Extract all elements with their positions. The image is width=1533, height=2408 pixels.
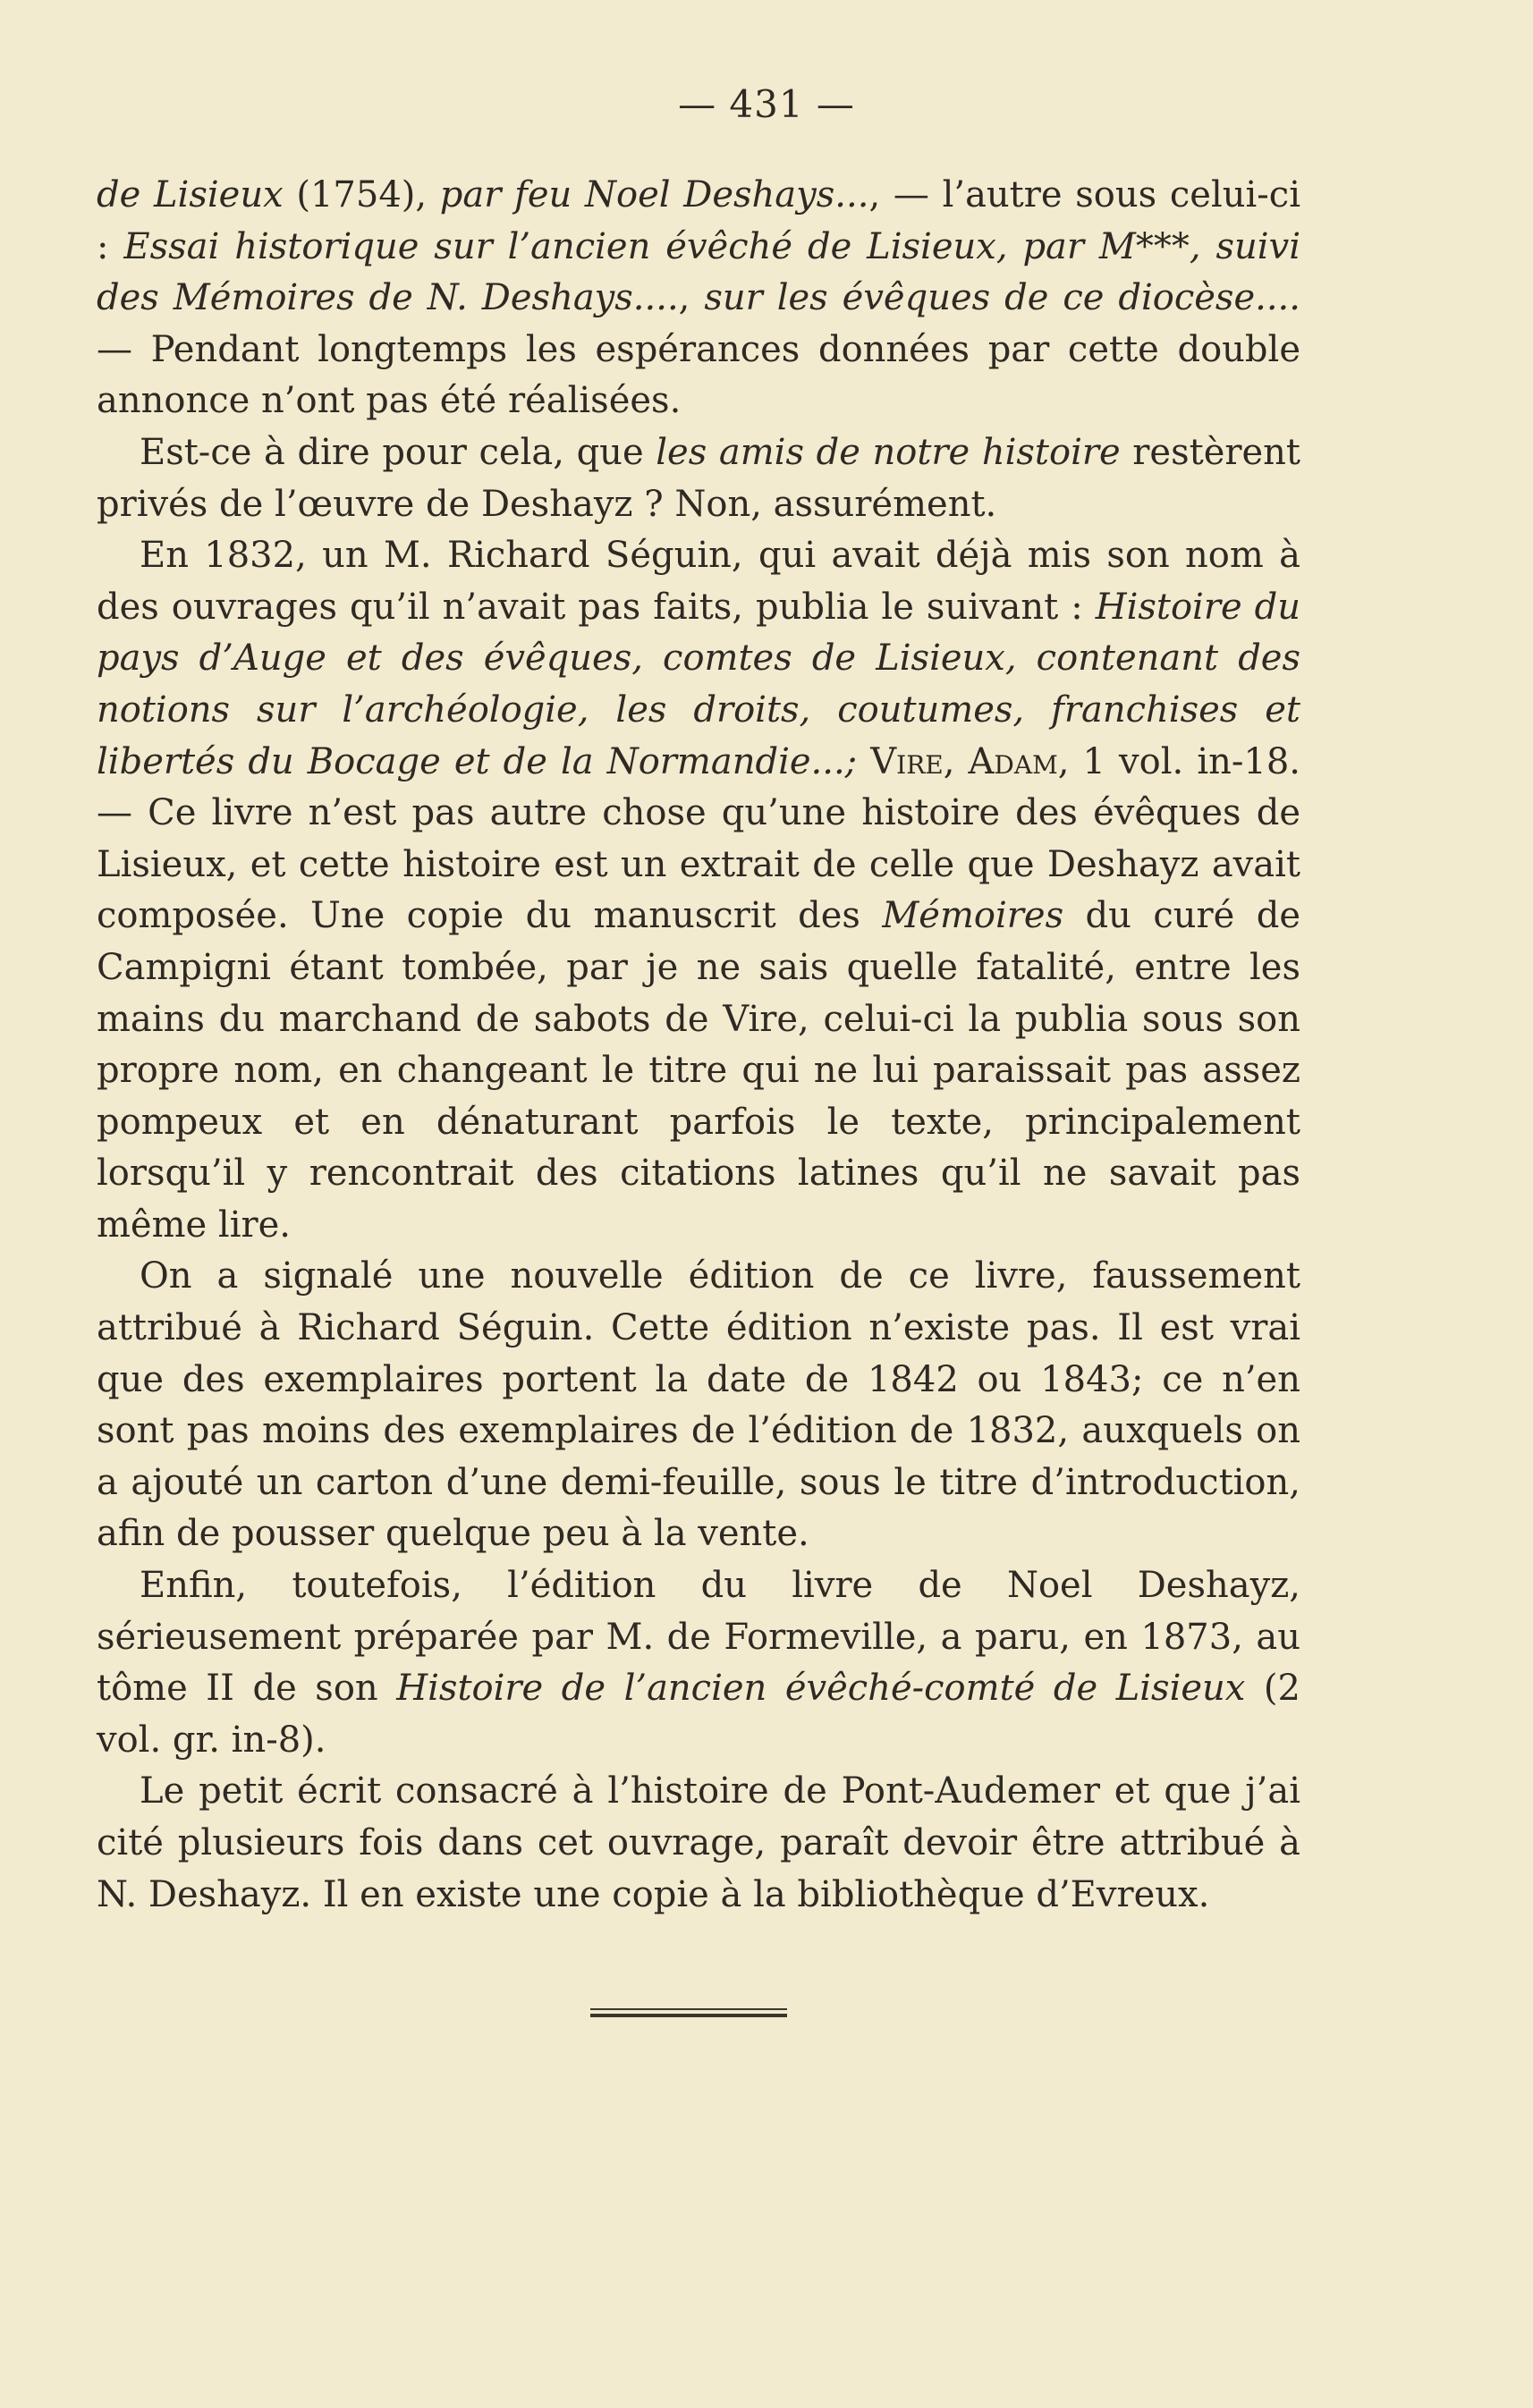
- text-run: Le petit écrit consacré à l’histoire de Pont-Audemer et que j’ai cité plusieurs fois dans cet ouvrage, paraît devoir être attribué à N. Deshayz. Il en existe une copie à la bibliothèque d’Evreux.: [97, 1770, 1300, 1915]
- italic-text: les amis de notre histoire: [656, 431, 1121, 473]
- text-run: du curé de Campigni étant tombée, par je ne sais quelle fatalité, entre les mains du marchand de sabots de Vire, celui-ci la publia sous son propre nom, en changeant le titre qui ne lui paraissait pas assez pompeux et en dénaturant parfois le texte, principalement lorsqu’il y rencontrait des citations latines qu’il ne savait pas même lire.: [97, 895, 1300, 1246]
- text-run: , 1 vol. in-18. — Ce livre n’est pas autre chose qu’une histoire des évêques de Lisieux, et cette histoire est un extrait de celle que Deshayz avait composée. Une copie du manuscrit des: [97, 740, 1301, 937]
- text-run: — Pendant longtemps les espérances données par cette double annonce n’ont pas été réalisées.: [97, 328, 1300, 422]
- small-caps-text: Vire: [870, 740, 944, 782]
- text-run: Enfin, toutefois, l’édition du livre de Noel Deshayz, sérieusement préparée par M. de Formeville, a paru, en 1873, au tôme II de son: [97, 1565, 1300, 1710]
- body-text: [97, 170, 1300, 1921]
- paragraph: [97, 427, 1300, 530]
- paragraph: [97, 170, 1300, 427]
- text-run: ,: [943, 740, 969, 782]
- text-run: restèrent privés de l’œuvre de Deshayz ? Non, assurément.: [97, 431, 1300, 525]
- paragraph: [97, 1766, 1300, 1921]
- italic-text: Mémoires: [882, 895, 1064, 937]
- text-run: En 1832, un M. Richard Séguin, qui avait déjà mis son nom à des ouvrages qu’il n’avait pas faits, publia le suivant :: [97, 535, 1300, 628]
- end-of-section-rule: [590, 2008, 787, 2017]
- text-run: On a signalé une nouvelle édition de ce livre, faussement attribué à Richard Séguin. Cette édition n’existe pas. Il est vrai que des exemplaires portent la date de 1842 ou 1843; ce n’en sont pas moins des exemplaires de l’édition de 1832, auxquels on a ajouté un carton d’une demi-feuille, sous le titre d’introduction, afin de pousser quelque peu à la vente.: [97, 1255, 1300, 1555]
- italic-text: Essai historique sur l’ancien évêché de Lisieux, par M***, suivi des Mémoires de N. Deshays....: [97, 225, 1300, 319]
- text-run: , — l’autre sous celui-ci :: [97, 174, 1300, 267]
- text-run: Est-ce à dire pour cela, que: [140, 431, 656, 473]
- text-run: (1754),: [283, 174, 440, 215]
- italic-text: sur les évêques de ce diocèse....: [704, 277, 1300, 319]
- paragraph: [97, 1560, 1300, 1766]
- small-caps-text: Adam: [968, 740, 1058, 782]
- rule-thin-line: [590, 2008, 787, 2010]
- text-run: ,: [678, 277, 705, 319]
- text-run: (2 vol. gr. in-8).: [97, 1668, 1300, 1761]
- paragraph: [97, 530, 1300, 1251]
- italic-text: Histoire de l’ancien évêché-comté de Lisieux: [396, 1668, 1246, 1710]
- italic-text: de Lisieux: [97, 174, 284, 215]
- paragraph: [97, 1251, 1300, 1560]
- italic-text: par feu Noel Deshays...: [439, 174, 869, 215]
- italic-text: Histoire du pays d’Auge et des évêques, comtes de Lisieux, contenant des notions sur l’archéologie, les droits, coutumes, franchises et libertés du Bocage et de la Normandie...;: [97, 586, 1300, 782]
- text-run: [857, 741, 870, 782]
- page-number: — 431 —: [678, 82, 855, 126]
- rule-thick-line: [590, 2014, 787, 2017]
